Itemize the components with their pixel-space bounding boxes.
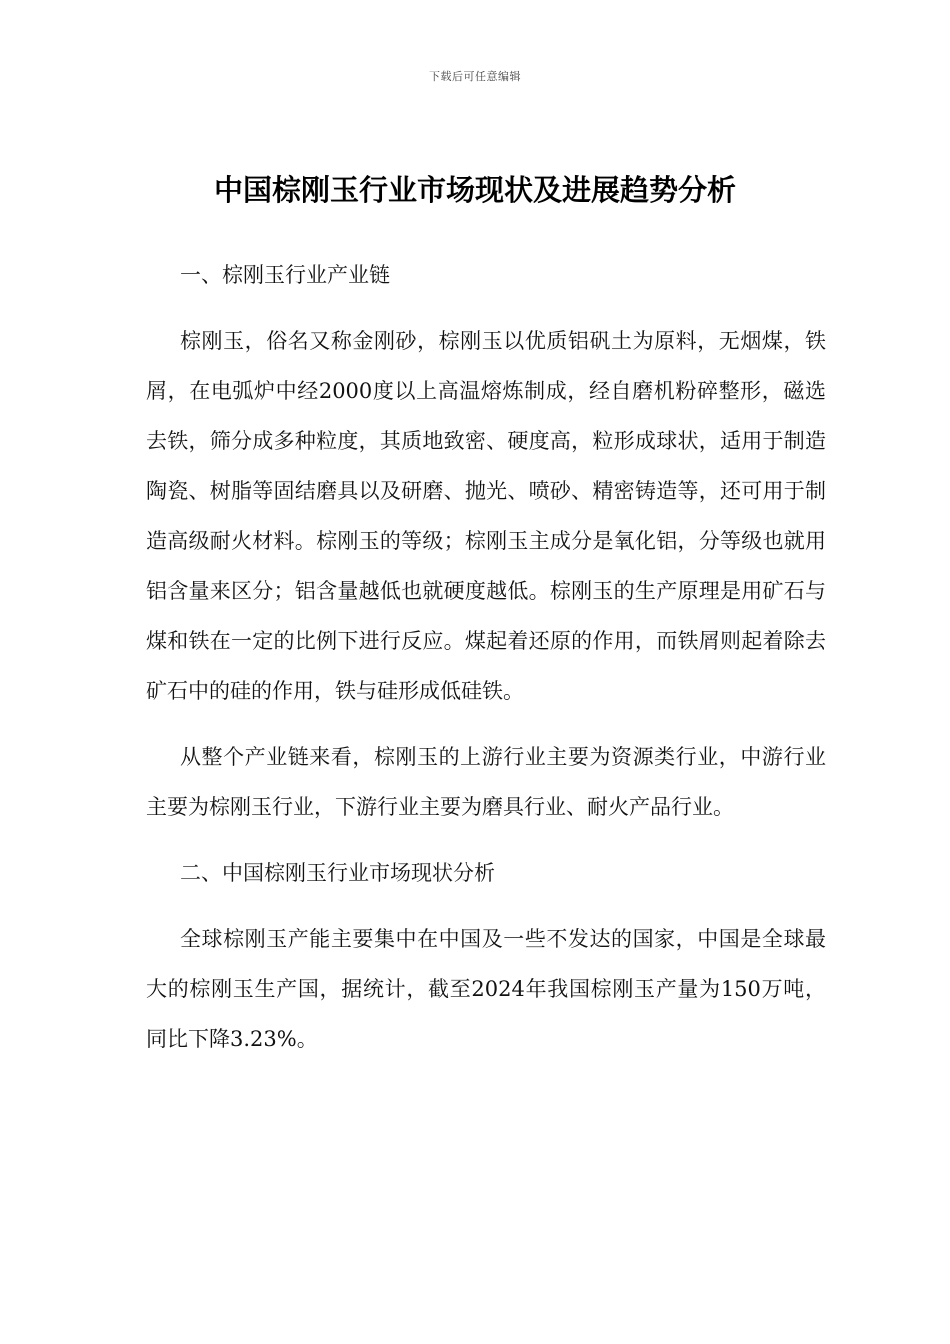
document-title: 中国棕刚玉行业市场现状及进展趋势分析 bbox=[213, 173, 736, 207]
document-body bbox=[146, 250, 826, 1080]
paragraph-market-status: 全球棕刚玉产能主要集中在中国及一些不发达的国家，中国是全球最大的棕刚玉生产国，据统计，截至2024年我国棕刚玉产量为150万吨，同比下降3.23%。 bbox=[146, 927, 826, 1051]
paragraph-industry-chain: 从整个产业链来看，棕刚玉的上游行业主要为资源类行业，中游行业主要为棕刚玉行业，下游行业主要为磨具行业、耐火产品行业。 bbox=[146, 745, 826, 819]
paragraph-definition: 棕刚玉，俗名又称金刚砂，棕刚玉以优质铝矾土为原料，无烟煤，铁屑，在电弧炉中经2000度以上高温熔炼制成，经自磨机粉碎整形，磁选去铁，筛分成多种粒度，其质地致密、硬度高，粒形成球状，适用于制造陶瓷、树脂等固结磨具以及研磨、抛光、喷砂、精密铸造等，还可用于制造高级耐火材料。棕刚玉的等级；棕刚玉主成分是氧化铝，分等级也就用铝含量来区分；铝含量越低也就硬度越低。棕刚玉的生产原理是用矿石与煤和铁在一定的比例下进行反应。煤起着还原的作用，而铁屑则起着除去矿石中的硅的作用，铁与硅形成低硅铁。 bbox=[146, 329, 826, 703]
header-note: 下载后可任意编辑 bbox=[429, 70, 521, 83]
section-heading-industry-chain: 一、棕刚玉行业产业链 bbox=[180, 263, 390, 287]
section-heading-market-status: 二、中国棕刚玉行业市场现状分析 bbox=[180, 861, 495, 885]
